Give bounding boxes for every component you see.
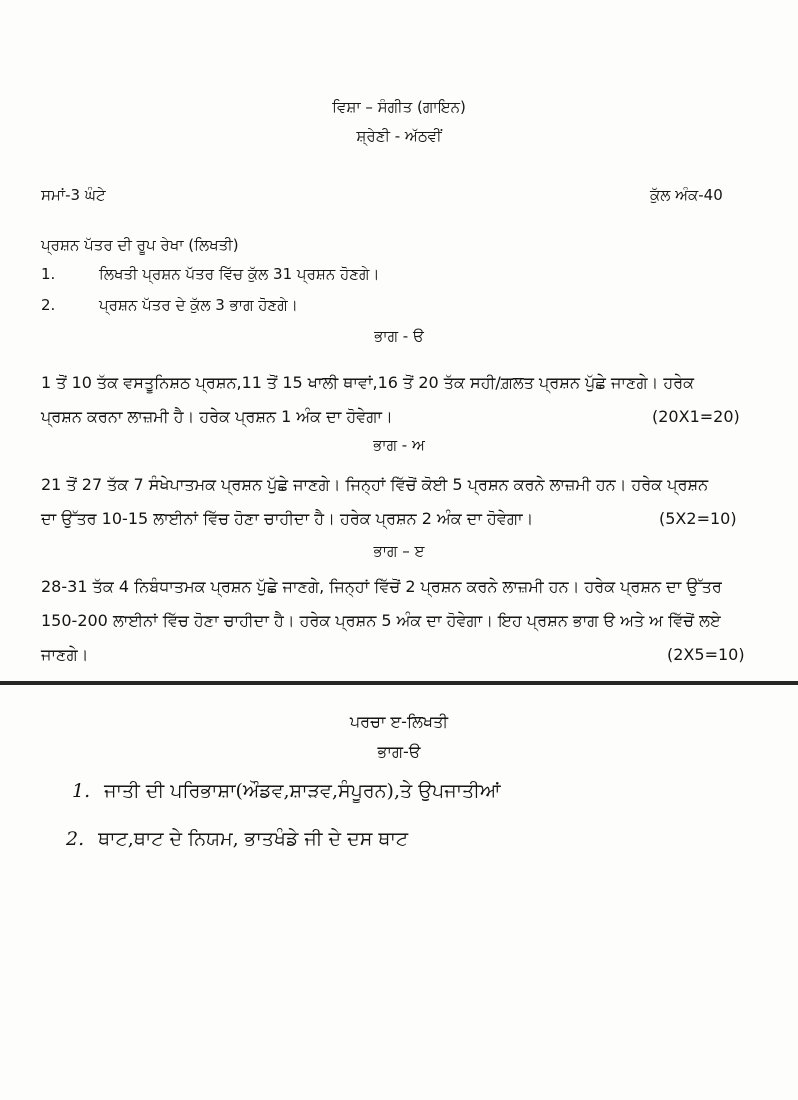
rule-number: 1. xyxy=(41,265,56,283)
paragraph-line xyxy=(41,502,781,536)
total-marks: ਕੁੱਲ ਅੰਕ-40 xyxy=(650,186,723,204)
section-b-heading: ਭਾਗ - ਅ xyxy=(373,436,425,454)
outline-rule xyxy=(41,296,298,314)
outline-title: ਪ੍ਰਸ਼ਨ ਪੱਤਰ ਦੀ ਰੂਪ ਰੇਖਾ (ਲਿਖਤੀ) xyxy=(41,236,239,254)
outline-rule xyxy=(41,265,380,283)
paragraph-line-text: ਜਾਣਗੇ। xyxy=(41,645,89,664)
section-b-paragraph xyxy=(41,468,781,536)
section-a-marks: (20X1=20) xyxy=(652,407,740,426)
section-a-heading: ਭਾਗ - ੳ xyxy=(374,327,424,345)
section-c-paragraph xyxy=(41,570,783,672)
paper-title: ਪਰਚਾ ੲ-ਲਿਖਤੀ xyxy=(349,712,449,731)
section-b-marks: (5X2=10) xyxy=(659,509,737,528)
rule-number: 2. xyxy=(41,296,56,314)
time-allowed: ਸਮਾਂ-3 ਘੰਟੇ xyxy=(41,186,106,204)
section-divider xyxy=(0,681,798,685)
paragraph-line-text: ਦਾ ਉੱਤਰ 10-15 ਲਾਈਨਾਂ ਵਿੱਚ ਹੋਣਾ ਚਾਹੀਦਾ ਹੈ। ਹਰੇਕ ਪ੍ਰਸ਼ਨ 2 ਅੰਕ ਦਾ ਹੋਵੇਗਾ। xyxy=(41,509,534,528)
section-c-marks: (2X5=10) xyxy=(667,645,745,664)
paragraph-line: 21 ਤੋਂ 27 ਤੱਕ 7 ਸੰਖੇਪਾਤਮਕ ਪ੍ਰਸ਼ਨ ਪੁੱਛੇ ਜਾਣਗੇ। ਜਿਨ੍ਹਾਂ ਵਿੱਚੋਂ ਕੋਈ 5 ਪ੍ਰਸ਼ਨ ਕਰਨੇ ਲਾਜ਼ਮੀ ਹਨ। ਹਰੇਕ ਪ੍ਰਸ਼ਨ xyxy=(41,475,709,494)
question-text: ਥਾਟ,ਥਾਟ ਦੇ ਨਿਯਮ, ਭਾਤਖੰਡੇ ਜੀ ਦੇ ਦਸ ਥਾਟ xyxy=(98,828,409,850)
question-number: 2. xyxy=(66,828,85,850)
class-heading: ਸ਼੍ਰੇਣੀ - ਅੱਠਵੀਂ xyxy=(356,127,442,145)
question-item xyxy=(66,828,408,850)
paragraph-line: 1 ਤੋਂ 10 ਤੱਕ ਵਸਤੂਨਿਸ਼ਠ ਪ੍ਰਸ਼ਨ,11 ਤੋਂ 15 ਖਾਲੀ ਥਾਵਾਂ,16 ਤੋਂ 20 ਤੱਕ ਸਹੀ/ਗ਼ਲਤ ਪ੍ਰਸ਼ਨ ਪੁੱਛੇ ਜਾਣਗੇ। ਹਰੇਕ xyxy=(41,373,695,392)
paragraph-line xyxy=(41,638,783,672)
rule-text: ਪ੍ਰਸ਼ਨ ਪੱਤਰ ਦੇ ਕੁੱਲ 3 ਭਾਗ ਹੋਣਗੇ। xyxy=(99,296,298,314)
rule-text: ਲਿਖਤੀ ਪ੍ਰਸ਼ਨ ਪੱਤਰ ਵਿੱਚ ਕੁੱਲ 31 ਪ੍ਰਸ਼ਨ ਹੋਣਗੇ। xyxy=(99,265,380,283)
paragraph-line: 150-200 ਲਾਈਨਾਂ ਵਿੱਚ ਹੋਣਾ ਚਾਹੀਦਾ ਹੈ। ਹਰੇਕ ਪ੍ਰਸ਼ਨ 5 ਅੰਕ ਦਾ ਹੋਵੇਗਾ। ਇਹ ਪ੍ਰਸ਼ਨ ਭਾਗ ੳ ਅਤੇ ਅ ਵਿੱਚੋਂ ਲਏ xyxy=(41,611,721,630)
question-text: ਜਾਤੀ ਦੀ ਪਰਿਭਾਸ਼ਾ(ਔਡਵ,ਸ਼ਾੜਵ,ਸੰਪੂਰਨ),ਤੇ ਉਪਜਾਤੀਆਂ xyxy=(104,780,501,802)
question-item xyxy=(72,780,501,802)
paragraph-line-text: ਪ੍ਰਸ਼ਨ ਕਰਨਾ ਲਾਜ਼ਮੀ ਹੈ। ਹਰੇਕ ਪ੍ਰਸ਼ਨ 1 ਅੰਕ ਦਾ ਹੋਵੇਗਾ। xyxy=(41,407,393,426)
paragraph-line: 28-31 ਤੱਕ 4 ਨਿਬੰਧਾਤਮਕ ਪ੍ਰਸ਼ਨ ਪੁੱਛੇ ਜਾਣਗੇ, ਜਿਨ੍ਹਾਂ ਵਿੱਚੋਂ 2 ਪ੍ਰਸ਼ਨ ਕਰਨੇ ਲਾਜ਼ਮੀ ਹਨ। ਹਰੇਕ ਪ੍ਰਸ਼ਨ ਦਾ ਉੱਤਰ xyxy=(41,577,722,596)
paper-section-heading: ਭਾਗ-ੳ xyxy=(377,742,421,761)
question-number: 1. xyxy=(72,780,91,802)
subject-heading: ਵਿਸ਼ਾ – ਸੰਗੀਤ (ਗਾਇਨ) xyxy=(332,98,466,116)
section-c-heading: ਭਾਗ – ੲ xyxy=(373,542,425,560)
section-a-paragraph xyxy=(41,366,781,434)
paragraph-line xyxy=(41,400,781,434)
